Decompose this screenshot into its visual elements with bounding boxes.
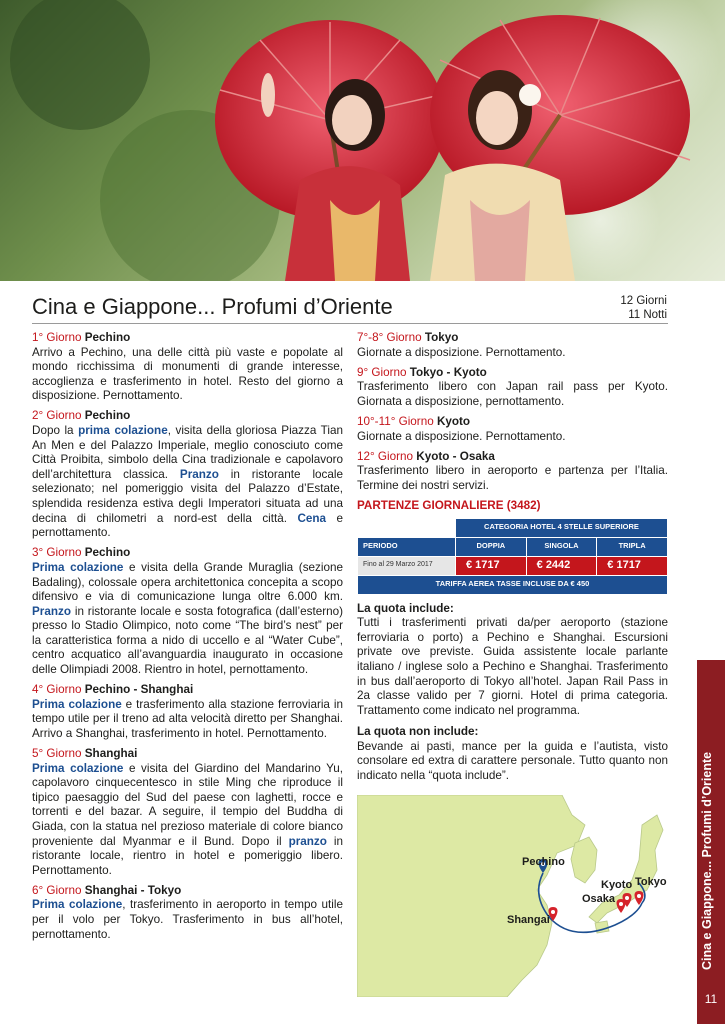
day-heading xyxy=(357,415,668,430)
day-description xyxy=(32,762,343,879)
day-heading xyxy=(357,450,668,465)
price-category: CATEGORIA HOTEL 4 STELLE SUPERIORE xyxy=(456,518,668,537)
map-label-pechino: Pechino xyxy=(522,856,565,868)
price-col-single: SINGOLA xyxy=(526,537,597,556)
itinerary-day xyxy=(32,747,343,878)
day-location: Tokyo xyxy=(424,331,459,344)
day-number: 3° Giorno xyxy=(32,546,82,560)
day-text: Trasferimento libero in aeroporto e partenza per l’Italia. Termine dei nostri servizi. xyxy=(357,464,668,492)
includes-text: Tutti i trasferimenti privati da/per aeroporto (stazione ferroviaria o porto) a Pechino e Shanghai. Escursioni private ove previste. Guida assistente locale parlante italiano / inglese solo a Pechino e Shanghai. Trasferimento in bus dall’aeroporto di Tokyo all’hotel. Japan Rail Pass in 2a classe valido per 7 giorni. Hotel di prima categoria. Trattamento come indicato nel programma. xyxy=(357,616,668,717)
itinerary-left-column xyxy=(32,331,343,948)
day-location: Shanghai xyxy=(84,747,138,761)
day-text: Giornate a disposizione. Pernottamento. xyxy=(357,345,566,359)
day-location: Pechino xyxy=(84,546,131,560)
day-text: Giornate a disposizione. Pernottamento. xyxy=(357,429,566,443)
day-location: Pechino xyxy=(84,409,131,423)
itinerary-right-column xyxy=(357,331,668,784)
day-description xyxy=(32,898,343,942)
map-china xyxy=(357,795,585,997)
day-description xyxy=(32,698,343,742)
meal-label: Pranzo xyxy=(32,604,71,618)
price-col-triple: TRIPLA xyxy=(597,537,668,556)
day-number: 4° Giorno xyxy=(32,683,82,697)
day-text: e pernottamento. xyxy=(32,511,343,540)
itinerary-day xyxy=(357,331,668,360)
itinerary-day xyxy=(357,366,668,410)
excludes-text: Bevande ai pasti, mance per la guida e l’autista, visto consolare ed extra di carattere personale. Tutto quanto non indicato nella “quota include”. xyxy=(357,739,668,783)
side-tab-title: Cina e Giappone... Profumi d’Oriente xyxy=(700,751,714,970)
map-label-kyoto: Kyoto xyxy=(601,879,633,891)
day-number: 5° Giorno xyxy=(32,747,82,761)
day-text: in ristorante locale, rientro in hotel e pomeriggio libero. Pernottamento. xyxy=(32,834,343,877)
day-location: Kyoto - Osaka xyxy=(416,449,495,463)
meal-label: Prima colazione xyxy=(32,560,124,574)
price-triple: € 1717 xyxy=(597,556,668,575)
map-korea xyxy=(571,837,597,883)
excludes-title: La quota non include: xyxy=(357,725,479,739)
prices-heading: PARTENZE GIORNALIERE (3482) xyxy=(357,498,541,512)
day-description xyxy=(357,346,668,361)
day-location: Kyoto xyxy=(436,414,471,428)
day-number: 10°-11° Giorno xyxy=(357,414,434,428)
day-number: 12° Giorno xyxy=(357,449,414,463)
day-text: Trasferimento libero con Japan rail pass per Kyoto. Giornata a disposizione, pernottamento. xyxy=(357,380,668,408)
day-text: in ristorante locale selezionato; nel pomeriggio visita del Palazzo d’Estate, splendida residenza estiva degli Imperatori situata ad una decina di chilometri a nord-est della città. xyxy=(32,467,343,525)
price-row-period: Fino al 29 Marzo 2017 xyxy=(358,556,456,575)
day-description xyxy=(357,380,668,409)
map-label-osaka: Osaka xyxy=(582,893,616,905)
itinerary-day xyxy=(32,884,343,942)
price-col-period: PERIODO xyxy=(358,537,456,556)
includes-title: La quota include: xyxy=(357,601,454,615)
itinerary-day xyxy=(32,546,343,677)
day-text: Arrivo a Pechino, una delle città più vaste e popolate al mondo ricchissima di monumenti di grande interesse, accoglienza e trasferimento in hotel. Resto del giorno a disposizione. Pernottamento. xyxy=(32,345,343,403)
meal-label: Prima colazione xyxy=(32,898,123,912)
price-table xyxy=(357,518,668,595)
meal-label: Prima colazione xyxy=(32,761,124,775)
itinerary-day xyxy=(32,409,343,540)
day-number: 1° Giorno xyxy=(32,331,82,344)
day-text: , visita della gloriosa Piazza Tian An Men e del Palazzo Imperiale, meglio conosciuto come Città Proibita, simbolo della Cina tradizionale e capolavoro dell’architettura classica. xyxy=(32,424,343,481)
hero-photo xyxy=(0,0,725,281)
itinerary-day xyxy=(357,450,668,494)
meal-label: Cena xyxy=(297,511,327,525)
day-location: Pechino - Shanghai xyxy=(84,683,194,697)
day-description xyxy=(32,561,343,678)
meal-label: Pranzo xyxy=(179,467,219,481)
day-heading xyxy=(32,331,343,346)
meal-label: prima colazione xyxy=(78,424,168,438)
meal-label: pranzo xyxy=(288,834,327,848)
duration-nights: 11 Notti xyxy=(628,309,667,321)
day-description xyxy=(357,464,668,493)
price-footer: TARIFFA AEREA TASSE INCLUSE DA € 450 xyxy=(358,575,668,594)
day-number: 7°-8° Giorno xyxy=(357,331,422,344)
day-text: e visita del Giardino del Mandarino Yu, capolavoro cinquecentesco in stile Ming che riproduce il tipico paesaggio del Sud del paese con laghetti, rocce e torrenti e del bazar. A seguire, il tempio del Buddha di Giada, con la statua nel prezioso materiale di colore bianco proveniente dal Myanmar e il Bund. Dopo il xyxy=(32,761,343,848)
title-divider xyxy=(32,323,668,324)
day-heading xyxy=(32,683,343,698)
map-label-tokyo: Tokyo xyxy=(635,876,667,888)
route-map xyxy=(357,795,668,997)
page-title: Cina e Giappone... Profumi d’Oriente xyxy=(32,294,393,319)
day-heading xyxy=(32,747,343,762)
day-location: Tokyo - Kyoto xyxy=(409,365,487,379)
day-text: Dopo la xyxy=(32,424,79,438)
day-description xyxy=(32,424,343,541)
itinerary-day xyxy=(357,415,668,444)
page-number: 11 xyxy=(704,992,718,1006)
day-number: 2° Giorno xyxy=(32,409,82,423)
duration-info xyxy=(620,294,667,322)
price-col-double: DOPPIA xyxy=(456,537,527,556)
day-text: e trasferimento alla stazione ferroviaria in tempo utile per il treno ad alta velocità diretto per Shanghai. Arrivo a Shanghai, trasferimento in hotel. Pernottamento. xyxy=(32,697,343,740)
day-text: in ristorante locale e sosta fotografica (dall’esterno) presso lo Stadio Olimpico, noto come “The bird’s nest” per la caratteristica forma a nido di uccello e al “Water Cube”, centro acquatico all’avanguardia inaugurato in occasione delle Olimpiadi 2008. Rientro in hotel, pernottamento. xyxy=(32,604,343,677)
price-double: € 1717 xyxy=(456,556,527,575)
duration-days: 12 Giorni xyxy=(620,295,667,307)
map-japan xyxy=(589,815,663,923)
day-heading xyxy=(32,409,343,424)
price-single: € 2442 xyxy=(526,556,597,575)
day-heading xyxy=(357,366,668,381)
itinerary-right-days xyxy=(357,331,668,493)
day-text: e visita della Grande Muraglia (sezione Badaling), colossale opera architettonica concepita a scopo difensivo e via di comunicazione lunga oltre 6.000 km. xyxy=(32,560,343,604)
day-number: 9° Giorno xyxy=(357,365,407,379)
day-description xyxy=(357,430,668,445)
day-location: Pechino xyxy=(84,331,131,344)
day-heading xyxy=(32,884,343,899)
day-heading xyxy=(357,331,668,346)
day-number: 6° Giorno xyxy=(32,883,82,897)
itinerary-day xyxy=(32,683,343,741)
day-heading xyxy=(32,546,343,561)
day-description xyxy=(32,346,343,404)
meal-label: Prima colazione xyxy=(32,697,122,711)
day-text: , trasferimento in aeroporto in tempo utile per il volo per Tokyo. Trasferimento in bus all’hotel, pernottamento. xyxy=(32,898,343,941)
map-label-shanghai: Shangai xyxy=(507,914,550,926)
itinerary-day xyxy=(32,331,343,404)
day-location: Shanghai - Tokyo xyxy=(84,883,182,897)
